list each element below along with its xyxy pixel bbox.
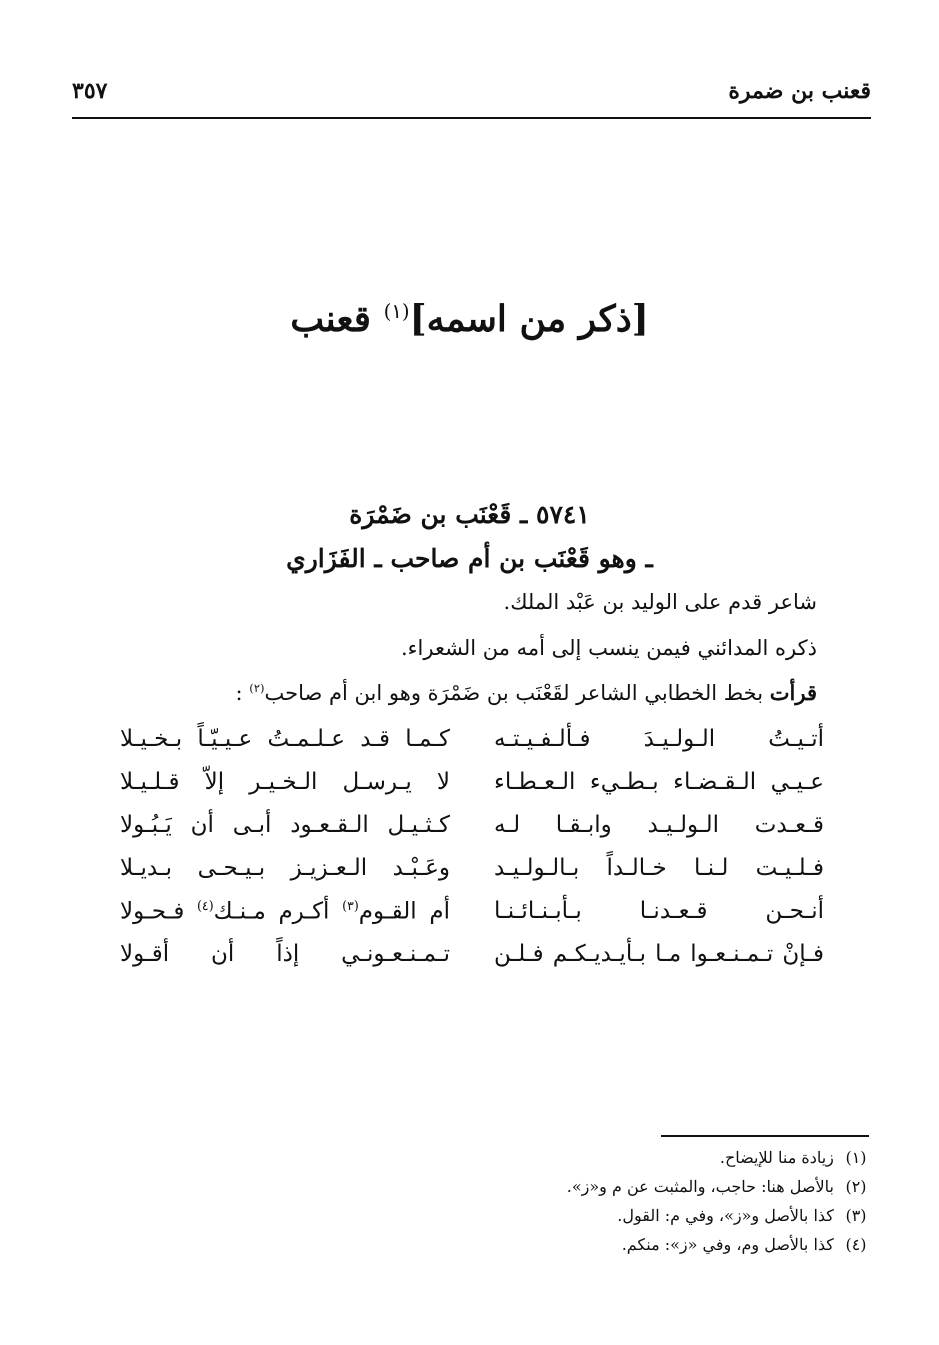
entry-paragraph-2: ذكره المدائني فيمن ينسب إلى أمه من الشعراء. [400, 636, 817, 660]
page-header [72, 74, 871, 114]
verse-second-hemistich [120, 898, 450, 925]
entry-paragraph-3 [80, 680, 817, 705]
verse-first-hemistich: فـلـيـت لـنـا خـالـداً بـالـولـيـد [494, 855, 824, 881]
paragraph-3-text: بخط الخطابي الشاعر لقَعْنَب بن ضَمْرَة وهو ابن أم صاحب [264, 681, 770, 705]
hemistich-part: أم القـوم [358, 898, 450, 925]
verse-first-hemistich: قـعـدت الـولـيـد وابـقـا لـه [494, 812, 824, 838]
verse-second-hemistich: لا يـرسـل الـخـيـر إلاّ قـلـيـلا [120, 769, 450, 795]
footnotes [80, 1148, 873, 1264]
verse-footnote-ref: (٣) [342, 898, 359, 913]
footnote-text: كذا بالأصل وم، وفي «ز»: منكم. [621, 1235, 834, 1254]
running-title: قعنب بن ضمرة [728, 78, 871, 104]
verse-second-hemistich: تـمـنـعـونـي إذاً أن أقـولا [120, 941, 450, 967]
verse-second-hemistich: وعَـبْـد الـعـزيـز بـيـحـى بـديـلا [120, 855, 450, 881]
entry-heading-line1: ٥٧٤١ ـ قَعْنَب بن ضَمْرَة [349, 500, 590, 529]
poem-verse [120, 855, 824, 898]
footnote-number: (٢) [845, 1177, 867, 1196]
hemistich-part: أكـرم مـنـك [213, 898, 343, 925]
hemistich-part: فـحـولا [120, 898, 197, 925]
footnote [80, 1235, 873, 1264]
verse-second-hemistich: كـمـا قـد عـلـمـتُ عـيـيّـاً بـخـيـلا [120, 726, 450, 752]
poem [120, 726, 824, 984]
verse-first-hemistich: فـإنْ تـمـنـعـوا مـا بـأيـديـكـم فـلـن [494, 941, 824, 967]
poem-verse [120, 812, 824, 855]
footnote [80, 1177, 873, 1206]
footnote [80, 1148, 873, 1177]
footnote-number: (١) [845, 1148, 867, 1167]
section-title [0, 298, 939, 340]
section-title-text: [ذكر من اسمه] [409, 298, 649, 340]
poem-verse [120, 941, 824, 984]
section-footnote-ref: (١) [383, 300, 410, 323]
footnote-number: (٤) [845, 1235, 867, 1254]
paragraph-3-colon: : [235, 681, 243, 705]
entry-paragraph-1: شاعر قدم على الوليد بن عَبْد الملك. [503, 590, 817, 614]
verse-footnote-ref: (٤) [196, 898, 214, 913]
footnote-text: كذا بالأصل و«ز»، وفي م: القول. [617, 1206, 834, 1225]
poem-verse [120, 898, 824, 941]
verse-first-hemistich: أنـحـن قـعـدنـا بـأبـنـائـنـا [494, 898, 824, 924]
footnote [80, 1206, 873, 1235]
footnote-number: (٣) [845, 1206, 867, 1225]
entry-heading-line2: ـ وهو قَعْنَب بن أم صاحب ـ الفَزَاري [286, 544, 653, 573]
verse-first-hemistich: أتـيـتُ الـولـيـدَ فـألـفـيـتـه [494, 726, 824, 752]
paragraph-footnote-ref: (٢) [249, 681, 265, 695]
footnote-rule [661, 1135, 869, 1137]
poem-verse [120, 769, 824, 812]
section-title-name: قعنب [290, 298, 372, 340]
verse-first-hemistich: عـيـي الـقـضـاء بـطـيء الـعـطـاء [494, 769, 824, 795]
paragraph-lead-word: قرأت [769, 680, 817, 705]
footnote-text: بالأصل هنا: حاجب، والمثبت عن م و«ز». [566, 1177, 834, 1196]
header-rule [72, 117, 871, 119]
page-number: ٣٥٧ [72, 78, 108, 104]
verse-second-hemistich: كـثـيـل الـقـعـود أبـى أن يَـبُـولا [120, 812, 450, 838]
footnote-text: زيادة منا للإيضاح. [719, 1148, 834, 1167]
poem-verse [120, 726, 824, 769]
